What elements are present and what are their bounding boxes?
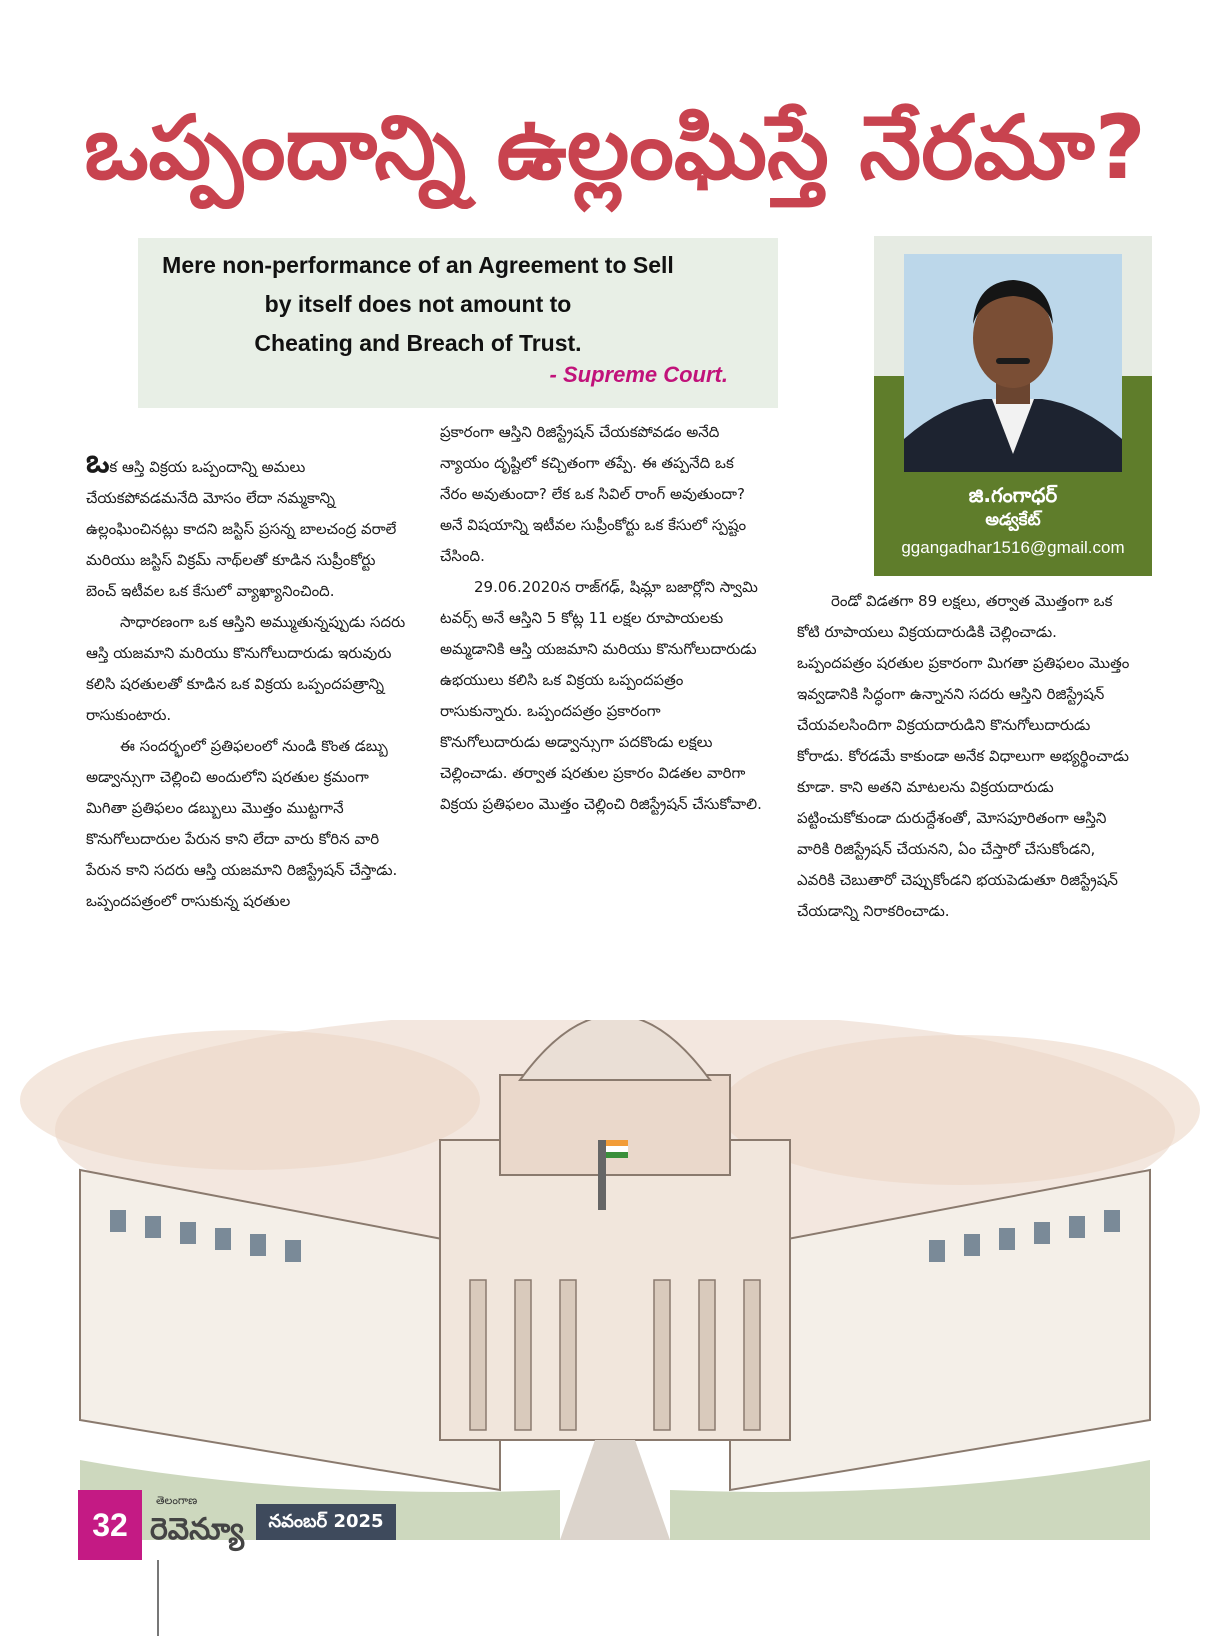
- author-name: జి.గంగాధర్: [968, 483, 1058, 507]
- pull-quote-line-1: Mere non-performance of an Agreement to Sell: [162, 252, 674, 278]
- magazine-name: రెవెన్యూ: [150, 1512, 244, 1547]
- pull-quote-line-2: by itself does not amount to: [264, 291, 572, 317]
- pull-quote-box: [138, 238, 778, 408]
- article-paragraph: 29.06.2020న రాజ్‌గఢ్, షిమ్లా బజార్లోని స్వామి టవర్స్ అనే ఆస్తిని 5 కోట్ల 11 లక్షల రూపాయలకు అమ్మడానికి ఆస్తి యజమాని మరియు కొనుగోలుదారుడు ఉభయులు కలిసి ఒక విక్రయ ఒప్పందపత్రం రాసుకున్నారు. ఒప్పందపత్రం ప్రకారంగా కొనుగోలుదారుడు అడ్వాన్సుగా పదకొండు లక్షలు చెల్లించాడు. తర్వాత షరతుల ప్రకారం విడతల వారిగా విక్రయ ప్రతిఫలం మొత్తం చెల్లించి రిజిస్ట్రేషన్ చేసుకోవాలి.: [440, 578, 762, 813]
- author-photo: [904, 254, 1122, 472]
- supreme-court-illustration: [0, 1020, 1230, 1540]
- article-paragraph: ఈ సందర్భంలో ప్రతిఫలంలో నుండి కొంత డబ్బు అడ్వాన్సుగా చెల్లించి అందులోని షరతుల క్రమంగా మిగితా ప్రతిఫలం డబ్బులు మొత్తం ముట్టగానే కొనుగోలుదారుల పేరున కాని లేదా వారు కోరిన వారి పేరున కాని సదరు ఆస్తి యజమాని రిజిస్ట్రేషన్ చేస్తాడు. ఒప్పందపత్రంలో రాసుకున్న షరతుల: [86, 737, 398, 910]
- footer-divider: [157, 1560, 159, 1636]
- author-card: [874, 236, 1152, 576]
- drop-cap: ఒ: [86, 442, 110, 480]
- article-paragraph: రెండో విడతగా 89 లక్షలు, తర్వాత మొత్తంగా ఒక కోటి రూపాయలు విక్రయదారుడికి చెల్లించాడు. ఒప్పందపత్రం షరతుల ప్రకారంగా మిగతా ప్రతిఫలం మొత్తం ఇవ్వడానికి సిద్ధంగా ఉన్నానని సదరు ఆస్తిని రిజిస్ట్రేషన్ చేయవలసిందిగా విక్రయదారుడిని కొనుగోలుదారుడు కోరాడు. కోరడమే కాకుండా అనేక విధాలుగా అభ్యర్థించాడు కూడా. కాని అతని మాటలను విక్రయదారుడు పట్టించుకోకుండా దురుద్దేశంతో, మోసపూరితంగా ఆస్తిని వారికి రిజిస్ట్రేషన్ చేయనని, ఏం చేస్తారో చేసుకోండని, ఎవరికి చెబుతారో చెప్పుకోండని భయపెడుతూ రిజిస్ట్రేషన్ చేయడాన్ని నిరాకరించాడు.: [797, 592, 1130, 920]
- issue-date: నవంబర్ 2025: [256, 1504, 396, 1540]
- page-footer: [78, 1490, 398, 1562]
- article-paragraph: [86, 442, 408, 607]
- author-email: ggangadhar1516@gmail.com: [901, 538, 1125, 557]
- author-role: అడ్వకేట్: [985, 510, 1041, 530]
- article-column-3: [797, 586, 1135, 927]
- magazine-small-title: తెలంగాణ: [156, 1494, 198, 1507]
- article-paragraph-text: క ఆస్తి విక్రయ ఒప్పందాన్ని అమలు చేయకపోవడమనేది మోసం లేదా నమ్మకాన్ని ఉల్లంఘించినట్లు కాదని జస్టిస్ ప్రసన్న బాలచంద్ర వరాలే మరియు జస్టిస్ విక్రమ్ నాథ్‌లతో కూడిన సుప్రీంకోర్టు బెంచ్ ఇటీవల ఒక కేసులో వ్యాఖ్యానించింది.: [86, 458, 397, 600]
- pull-quote-attribution: - Supreme Court.: [549, 362, 728, 387]
- article-paragraph: ప్రకారంగా ఆస్తిని రిజిస్ట్రేషన్ చేయకపోవడం అనేది న్యాయం దృష్టిలో కచ్చితంగా తప్పే. ఈ తప్పనేది ఒక నేరం అవుతుందా? లేక ఒక సివిల్ రాంగ్ అవుతుందా? అనే విషయాన్ని ఇటీవల సుప్రీంకోర్టు ఒక కేసులో స్పష్టం చేసింది.: [440, 423, 747, 565]
- article-headline: ఒప్పందాన్ని ఉల్లంఘిస్తే నేరమా?: [84, 96, 1146, 199]
- article-column-1: [86, 442, 408, 917]
- article-column-2: [440, 417, 762, 820]
- author-portrait-illustration: [904, 254, 1122, 472]
- pull-quote-line-3: Cheating and Breach of Trust.: [254, 330, 582, 356]
- pull-quote-text: [138, 246, 698, 363]
- page-number: 32: [78, 1490, 142, 1560]
- article-paragraph: సాధారణంగా ఒక ఆస్తిని అమ్ముతున్నప్పుడు సదరు ఆస్తి యజమాని మరియు కొనుగోలుదారుడు ఇరువురు కలిసి షరతులతో కూడిన ఒక విక్రయ ఒప్పందపత్రాన్ని రాసుకుంటారు.: [86, 613, 406, 724]
